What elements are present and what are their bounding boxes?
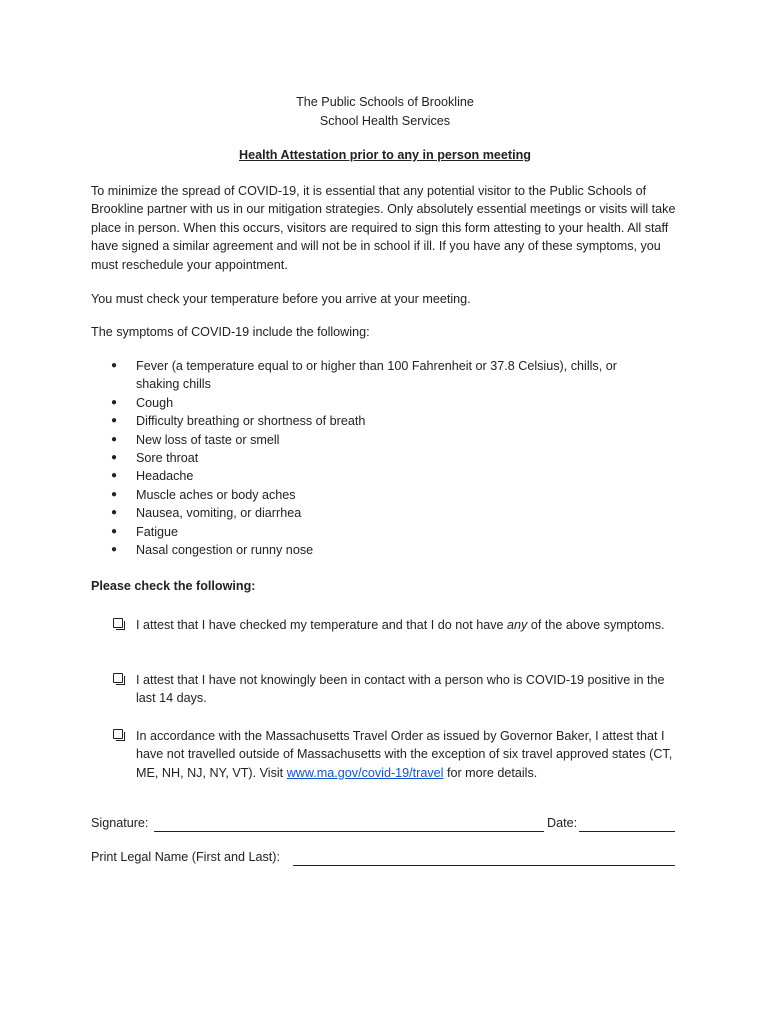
list-item <box>0 431 770 449</box>
attestation-emphasis: any <box>507 618 528 632</box>
temperature-note: You must check your temperature before you arrive at your meeting. <box>91 292 471 306</box>
document-title: Health Attestation prior to any in person meeting <box>238 148 532 162</box>
intro-paragraph: To minimize the spread of COVID-19, it is essential that any potential visitor to the Public Schools of Brookline partner with us in our mitigation strategies. Only absolutely essential meetings or visits will take place in person. When this occurs, visitors are required to sign this form attesting to your health. All staff have signed a similar agreement and will not be in school if ill. If you have any of these symptoms, you must reschedule your appointment. <box>91 184 676 272</box>
symptom-text: Sore throat <box>136 451 199 466</box>
bullet-icon: ● <box>111 360 118 371</box>
signature-line[interactable] <box>154 831 544 832</box>
bullet-icon: ● <box>111 433 118 445</box>
attestation-temperature <box>0 616 770 634</box>
list-item <box>0 486 770 504</box>
attestation-text <box>136 616 676 634</box>
bullet-icon: ● <box>111 488 118 500</box>
print-name-line[interactable] <box>293 865 675 866</box>
symptoms-intro: The symptoms of COVID-19 include the following: <box>91 325 370 339</box>
list-item <box>0 412 770 430</box>
date-line[interactable] <box>579 831 675 832</box>
print-name-label: Print Legal Name (First and Last): <box>91 850 280 864</box>
symptom-text: Muscle aches or body aches <box>136 487 296 502</box>
attestation-text-end: for more details. <box>443 765 538 780</box>
list-item <box>0 541 770 559</box>
attestation-contact <box>0 671 770 708</box>
bullet-icon: ● <box>111 415 118 427</box>
checkbox-icon[interactable] <box>113 618 123 628</box>
symptom-text: Headache <box>136 469 194 484</box>
list-item <box>0 357 770 394</box>
symptom-text: Fever (a temperature equal to or higher than 100 Fahrenheit or 37.8 Celsius), chills, or shaking chills <box>136 359 617 392</box>
document-header <box>0 93 770 130</box>
department-name: School Health Services <box>319 113 451 128</box>
attestation-text <box>136 727 676 782</box>
list-item <box>0 449 770 467</box>
school-name: The Public Schools of Brookline <box>296 95 474 109</box>
attestation-text: I attest that I have not knowingly been in contact with a person who is COVID-19 positive in the last 14 days. <box>136 673 665 706</box>
checkbox-icon[interactable] <box>113 673 123 683</box>
checkbox-icon[interactable] <box>113 729 123 739</box>
signature-label: Signature: <box>91 816 149 830</box>
attestation-text-start: In accordance with the Massachusetts Travel Order as issued by Governor Baker, I attest that I have not travelled outside of Massachusetts with the exception of six travel approved states (CT, ME, NH, NJ, NY, VT). Visit <box>136 729 673 780</box>
attestation-travel <box>0 727 770 782</box>
check-heading: Please check the following: <box>91 579 256 593</box>
bullet-icon: ● <box>111 507 118 519</box>
attestation-text-start: I attest that I have checked my temperature and that I do not have <box>136 618 508 632</box>
date-label: Date: <box>547 816 578 830</box>
bullet-icon: ● <box>111 544 118 556</box>
list-item <box>0 504 770 522</box>
bullet-icon: ● <box>111 396 118 408</box>
bullet-icon: ● <box>111 525 118 537</box>
symptom-text: Nausea, vomiting, or diarrhea <box>136 506 302 521</box>
symptom-text: Cough <box>136 395 174 410</box>
list-item <box>0 467 770 485</box>
signature-row <box>91 816 676 836</box>
symptoms-list <box>0 357 770 559</box>
symptom-text: New loss of taste or smell <box>136 432 280 447</box>
symptom-text: Fatigue <box>136 524 179 539</box>
list-item <box>0 394 770 412</box>
symptom-text: Nasal congestion or runny nose <box>136 543 314 558</box>
list-item <box>0 523 770 541</box>
attestation-text-end: of the above symptoms. <box>527 618 665 632</box>
print-name-row <box>91 850 676 870</box>
bullet-icon: ● <box>111 470 118 482</box>
travel-order-link[interactable]: www.ma.gov/covid-19/travel <box>286 765 444 780</box>
bullet-icon: ● <box>111 452 118 464</box>
symptom-text: Difficulty breathing or shortness of breath <box>136 414 366 429</box>
